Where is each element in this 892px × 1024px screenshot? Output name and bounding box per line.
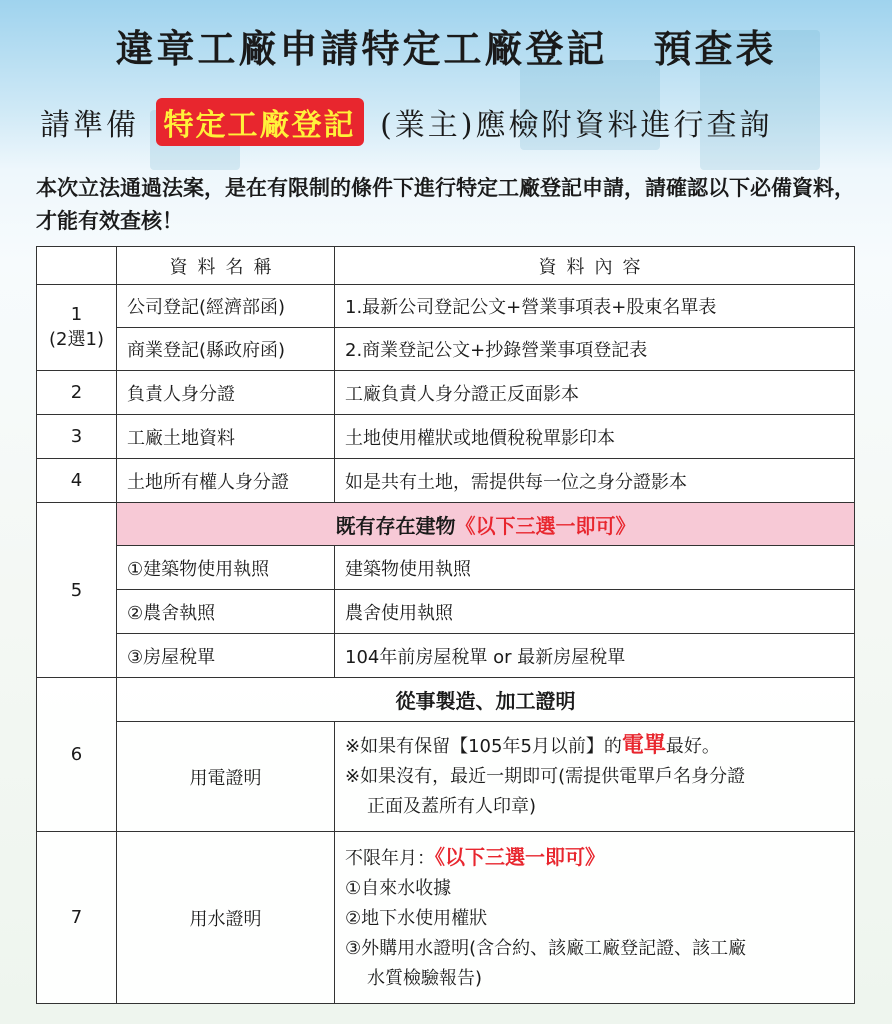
row-number: 4	[37, 459, 117, 503]
header-name: 資料名稱	[117, 247, 335, 285]
table-row	[37, 722, 855, 832]
item-name: 用水證明	[117, 832, 335, 1004]
table-row	[37, 503, 855, 546]
table-header-row	[37, 247, 855, 285]
subtitle-prefix: 請準備	[40, 108, 139, 143]
item-content: 如是共有土地，需提供每一位之身分證影本	[335, 459, 855, 503]
item-name: 商業登記(縣政府函)	[117, 328, 335, 371]
row-number: 5	[37, 503, 117, 678]
content-line	[345, 842, 844, 874]
row-number-value: 1	[70, 304, 83, 325]
content-text: 不限年月：	[345, 847, 435, 869]
row-number: 3	[37, 415, 117, 459]
item-content	[335, 832, 855, 1004]
table-row	[37, 678, 855, 722]
content-line: ③外購用水證明(含合約、該廠工廠登記證、該工廠	[345, 937, 747, 959]
item-name: 用電證明	[117, 722, 335, 832]
content-text: 最好。	[665, 736, 720, 757]
row-number-note: (2選1)	[49, 329, 104, 350]
title-suffix: 預查表	[653, 26, 777, 71]
table-row	[37, 634, 855, 678]
intro-text: 本次立法通過法案，是在有限制的條件下進行特定工廠登記申請，請確認以下必備資料，才能有效查核！	[36, 176, 855, 233]
section-heading-existing-building	[117, 503, 855, 546]
row-number: 7	[37, 832, 117, 1004]
table-row	[37, 459, 855, 503]
content-line: ①自來水收據	[345, 877, 452, 899]
content-emphasis: 《以下三選一即可》	[435, 844, 605, 869]
table-row	[37, 371, 855, 415]
page-title	[0, 18, 892, 73]
content-line	[345, 731, 844, 762]
page-subtitle	[40, 98, 773, 146]
item-name: 工廠土地資料	[117, 415, 335, 459]
item-content: 工廠負責人身分證正反面影本	[335, 371, 855, 415]
content-line: ※如果沒有，最近一期即可(需提供電單戶名身分證	[345, 766, 746, 787]
table-row	[37, 328, 855, 371]
content-line: 正面及蓋所有人印章)	[367, 796, 537, 817]
section-heading-manufacturing: 從事製造、加工證明	[117, 678, 855, 722]
item-name: ②農舍執照	[117, 590, 335, 634]
item-content: 土地使用權狀或地價稅稅單影印本	[335, 415, 855, 459]
item-content: 農舍使用執照	[335, 590, 855, 634]
title-main: 違章工廠申請特定工廠登記	[115, 26, 608, 71]
subtitle-suffix: (業主)應檢附資料進行查詢	[380, 108, 773, 143]
content-text: ※如果有保留【105年5月以前】的	[345, 736, 622, 757]
section-note: 《以下三選一即可》	[455, 513, 636, 538]
section-title: 既有存在建物	[335, 513, 456, 538]
table-row	[37, 590, 855, 634]
item-name: 公司登記(經濟部函)	[117, 285, 335, 328]
item-content: 104年前房屋稅單 or 最新房屋稅單	[335, 634, 855, 678]
subtitle-highlight: 特定工廠登記	[156, 98, 364, 146]
table-row	[37, 832, 855, 1004]
header-number	[37, 247, 117, 285]
content-line: ②地下水使用權狀	[345, 907, 488, 929]
item-content: 建築物使用執照	[335, 546, 855, 590]
content-emphasis: 電單	[621, 733, 666, 758]
table-row	[37, 285, 855, 328]
requirements-table	[36, 246, 855, 1004]
row-number: 2	[37, 371, 117, 415]
item-name: 土地所有權人身分證	[117, 459, 335, 503]
header-content: 資料內容	[335, 247, 855, 285]
item-name: ①建築物使用執照	[117, 546, 335, 590]
item-name: ③房屋稅單	[117, 634, 335, 678]
row-number: 6	[37, 678, 117, 832]
content-line: 水質檢驗報告)	[367, 967, 483, 989]
item-content: 2.商業登記公文+抄錄營業事項登記表	[335, 328, 855, 371]
table-row	[37, 415, 855, 459]
row-number	[37, 285, 117, 371]
item-content	[335, 722, 855, 832]
table-row	[37, 546, 855, 590]
item-content: 1.最新公司登記公文+營業事項表+股東名單表	[335, 285, 855, 328]
item-name: 負責人身分證	[117, 371, 335, 415]
